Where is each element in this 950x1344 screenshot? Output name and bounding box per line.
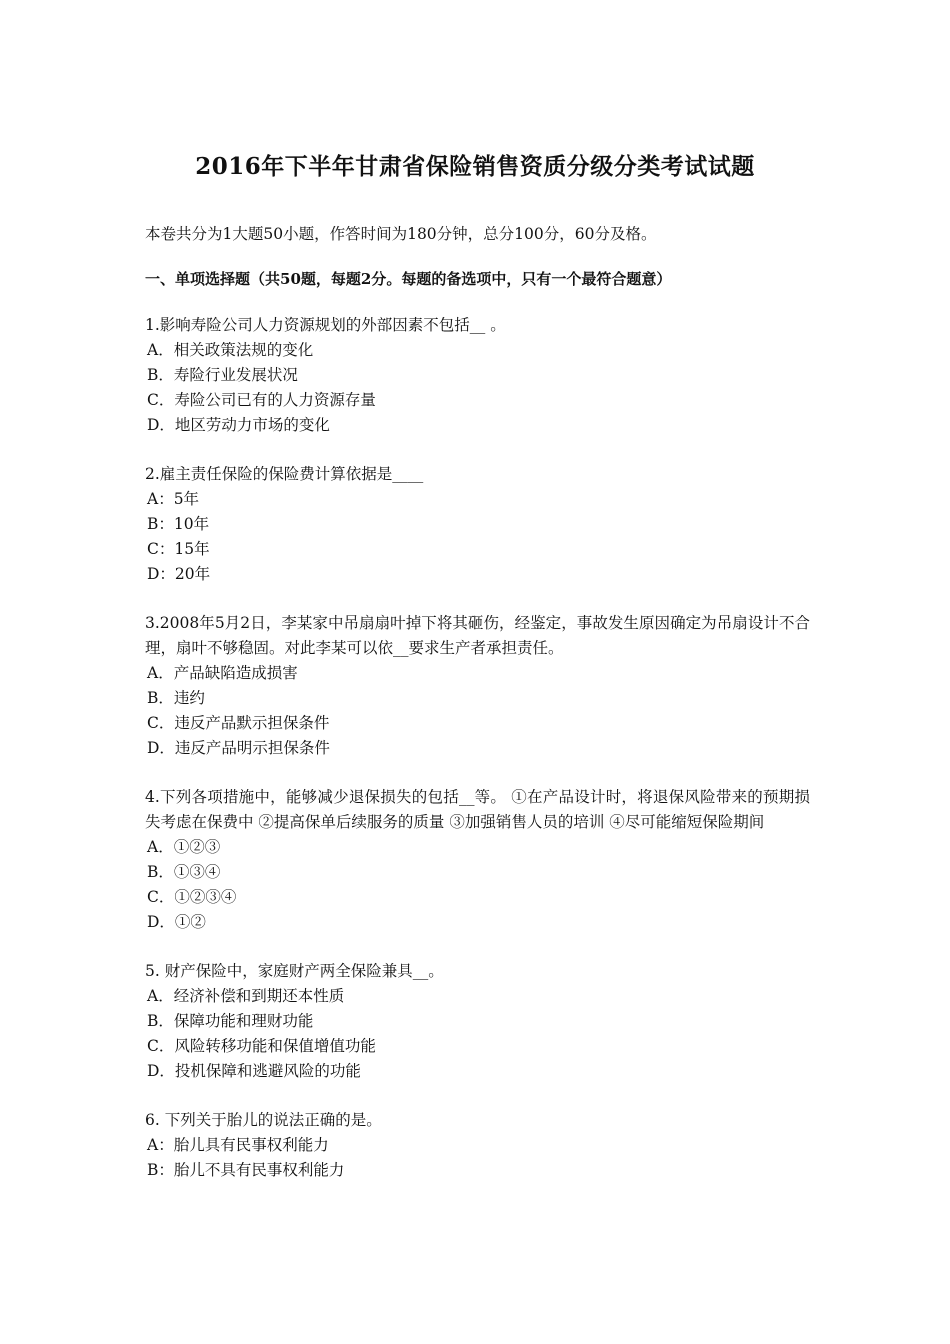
question-6 [145, 1108, 810, 1183]
option-d: D：20年 [147, 565, 211, 583]
option-b: B：胎儿不具有民事权利能力 [147, 1161, 345, 1179]
option-c: C．①②③④ [147, 888, 237, 906]
question-text: 3.2008年5月2日，李某家中吊扇扇叶掉下将其砸伤，经鉴定，事故发生原因确定为吊扇设计不合理，扇叶不够稳固。对此李某可以依__要求生产者承担责任。 [145, 614, 810, 657]
document-title: 2016年下半年甘肃省保险销售资质分级分类考试试题 [195, 153, 755, 180]
option-a: A．经济补偿和到期还本性质 [147, 987, 345, 1005]
option-b: B．①③④ [147, 863, 221, 881]
option-a: A：5年 [147, 490, 200, 508]
option-b: B．寿险行业发展状况 [147, 366, 298, 384]
option-d: D．投机保障和逃避风险的功能 [147, 1062, 361, 1080]
question-3 [145, 611, 810, 761]
option-d: D．违反产品明示担保条件 [147, 739, 330, 757]
section-heading: 一、单项选择题（共50题，每题2分。每题的备选项中，只有一个最符合题意） [145, 270, 672, 288]
option-a: A．①②③ [147, 838, 221, 856]
question-text: 5. 财产保险中，家庭财产两全保险兼具__。 [145, 962, 444, 980]
option-c: C．风险转移功能和保值增值功能 [147, 1037, 376, 1055]
question-1 [145, 313, 810, 438]
option-c: C：15年 [147, 540, 210, 558]
option-a: A．产品缺陷造成损害 [147, 664, 298, 682]
option-b: B：10年 [147, 515, 210, 533]
option-d: D．①② [147, 913, 206, 931]
option-b: B．保障功能和理财功能 [147, 1012, 314, 1030]
option-a: A．相关政策法规的变化 [147, 341, 314, 359]
question-text: 6. 下列关于胎儿的说法正确的是。 [145, 1111, 382, 1129]
option-d: D．地区劳动力市场的变化 [147, 416, 330, 434]
question-text: 4.下列各项措施中，能够减少退保损失的包括__等。 ①在产品设计时，将退保风险带来的预期损失考虑在保费中 ②提高保单后续服务的质量 ③加强销售人员的培训 ④尽可能缩短保险期间 [145, 788, 810, 831]
question-text: 2.雇主责任保险的保险费计算依据是____ [145, 465, 424, 483]
question-text: 1.影响寿险公司人力资源规划的外部因素不包括__ 。 [145, 316, 506, 334]
option-a: A：胎儿具有民事权利能力 [147, 1136, 329, 1154]
option-b: B．违约 [147, 689, 205, 707]
option-c: C．违反产品默示担保条件 [147, 714, 330, 732]
question-2 [145, 462, 810, 587]
document-body [145, 222, 810, 1207]
question-5 [145, 959, 810, 1084]
question-4 [145, 785, 810, 935]
option-c: C．寿险公司已有的人力资源存量 [147, 391, 376, 409]
exam-intro: 本卷共分为1大题50小题，作答时间为180分钟，总分100分，60分及格。 [145, 225, 657, 243]
